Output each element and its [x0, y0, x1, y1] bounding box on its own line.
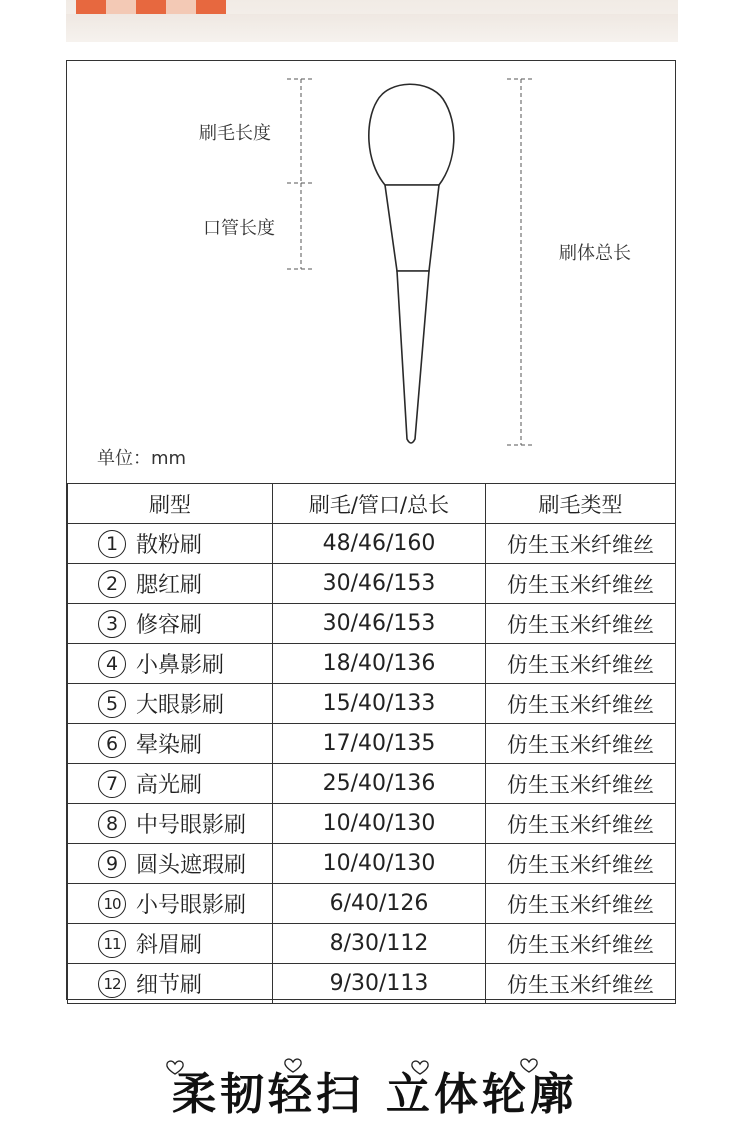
brush-name: 散粉刷 — [136, 533, 203, 558]
cell-bristle-type: 仿生玉米纤维丝 — [486, 524, 676, 564]
cell-brush-name — [68, 524, 273, 564]
cell-dimensions: 8/30/112 — [273, 924, 486, 964]
row-number-badge: 3 — [98, 610, 126, 638]
header-bristle-type: 刷毛类型 — [486, 484, 676, 524]
cell-bristle-type: 仿生玉米纤维丝 — [486, 764, 676, 804]
table-row — [68, 524, 676, 564]
brush-name: 圆头遮瑕刷 — [136, 853, 247, 878]
cell-dimensions: 6/40/126 — [273, 884, 486, 924]
cell-bristle-type: 仿生玉米纤维丝 — [486, 884, 676, 924]
cell-brush-name — [68, 564, 273, 604]
row-number-badge: 7 — [98, 770, 126, 798]
brush-name: 高光刷 — [136, 773, 203, 798]
row-number-badge: 6 — [98, 730, 126, 758]
row-number-badge: 9 — [98, 850, 126, 878]
table-row — [68, 804, 676, 844]
cell-bristle-type: 仿生玉米纤维丝 — [486, 724, 676, 764]
spec-frame — [66, 60, 676, 1000]
table-row — [68, 924, 676, 964]
brush-name: 腮红刷 — [136, 573, 203, 598]
cell-brush-name — [68, 684, 273, 724]
brush-name: 中号眼影刷 — [136, 813, 247, 838]
top-product-strip — [66, 0, 678, 42]
cell-brush-name — [68, 724, 273, 764]
label-bristle-length: 刷毛长度 — [199, 123, 271, 144]
cell-dimensions: 15/40/133 — [273, 684, 486, 724]
cell-brush-name — [68, 764, 273, 804]
header-brush-type: 刷型 — [68, 484, 273, 524]
cell-bristle-type: 仿生玉米纤维丝 — [486, 804, 676, 844]
cell-brush-name — [68, 844, 273, 884]
brush-name: 小鼻影刷 — [136, 653, 225, 678]
cell-brush-name — [68, 964, 273, 1004]
row-number-badge: 12 — [98, 970, 126, 998]
cell-brush-name — [68, 924, 273, 964]
decor-stripe — [136, 0, 166, 14]
decor-stripe — [196, 0, 226, 14]
table-row — [68, 764, 676, 804]
table-row — [68, 644, 676, 684]
cell-dimensions: 18/40/136 — [273, 644, 486, 684]
cell-brush-name — [68, 604, 273, 644]
cell-bristle-type: 仿生玉米纤维丝 — [486, 684, 676, 724]
table-row — [68, 724, 676, 764]
table-row — [68, 964, 676, 1004]
decor-stripe — [166, 0, 196, 14]
slogan — [0, 1058, 750, 1122]
row-number-badge: 8 — [98, 810, 126, 838]
cell-dimensions: 48/46/160 — [273, 524, 486, 564]
cell-dimensions: 30/46/153 — [273, 564, 486, 604]
brush-name: 晕染刷 — [136, 733, 203, 758]
cell-dimensions: 30/46/153 — [273, 604, 486, 644]
cell-brush-name — [68, 804, 273, 844]
slogan-part-2: 立体轮廓 — [386, 1069, 578, 1120]
cell-brush-name — [68, 644, 273, 684]
row-number-badge: 11 — [98, 930, 126, 958]
decor-stripe — [106, 0, 136, 14]
cell-dimensions: 9/30/113 — [273, 964, 486, 1004]
row-number-badge: 1 — [98, 530, 126, 558]
cell-bristle-type: 仿生玉米纤维丝 — [486, 564, 676, 604]
strip-base — [66, 14, 678, 42]
decor-stripe — [76, 0, 106, 14]
brush-name: 小号眼影刷 — [136, 893, 247, 918]
table-row — [68, 684, 676, 724]
table-row — [68, 604, 676, 644]
spec-table — [67, 483, 676, 1004]
brush-name: 细节刷 — [136, 973, 203, 998]
row-number-badge: 10 — [98, 890, 126, 918]
unit-label: 单位：mm — [97, 448, 187, 469]
cell-bristle-type: 仿生玉米纤维丝 — [486, 924, 676, 964]
cell-bristle-type: 仿生玉米纤维丝 — [486, 964, 676, 1004]
table-row — [68, 564, 676, 604]
header-dimensions: 刷毛/管口/总长 — [273, 484, 486, 524]
cell-dimensions: 10/40/130 — [273, 844, 486, 884]
brush-diagram — [67, 61, 675, 483]
cell-dimensions: 10/40/130 — [273, 804, 486, 844]
table-row — [68, 884, 676, 924]
label-ferrule-length: 口管长度 — [203, 218, 275, 239]
cell-bristle-type: 仿生玉米纤维丝 — [486, 604, 676, 644]
row-number-badge: 2 — [98, 570, 126, 598]
cell-bristle-type: 仿生玉米纤维丝 — [486, 644, 676, 684]
row-number-badge: 5 — [98, 690, 126, 718]
cell-dimensions: 17/40/135 — [273, 724, 486, 764]
cell-dimensions: 25/40/136 — [273, 764, 486, 804]
brush-name: 斜眉刷 — [136, 933, 203, 958]
brush-illustration — [67, 61, 675, 483]
label-total-length: 刷体总长 — [559, 243, 631, 264]
cell-bristle-type: 仿生玉米纤维丝 — [486, 844, 676, 884]
table-row — [68, 844, 676, 884]
brush-name: 大眼影刷 — [136, 693, 225, 718]
table-header-row — [68, 484, 676, 524]
cell-brush-name — [68, 884, 273, 924]
brush-name: 修容刷 — [136, 613, 203, 638]
row-number-badge: 4 — [98, 650, 126, 678]
slogan-part-1: 柔韧轻扫 — [172, 1069, 364, 1120]
